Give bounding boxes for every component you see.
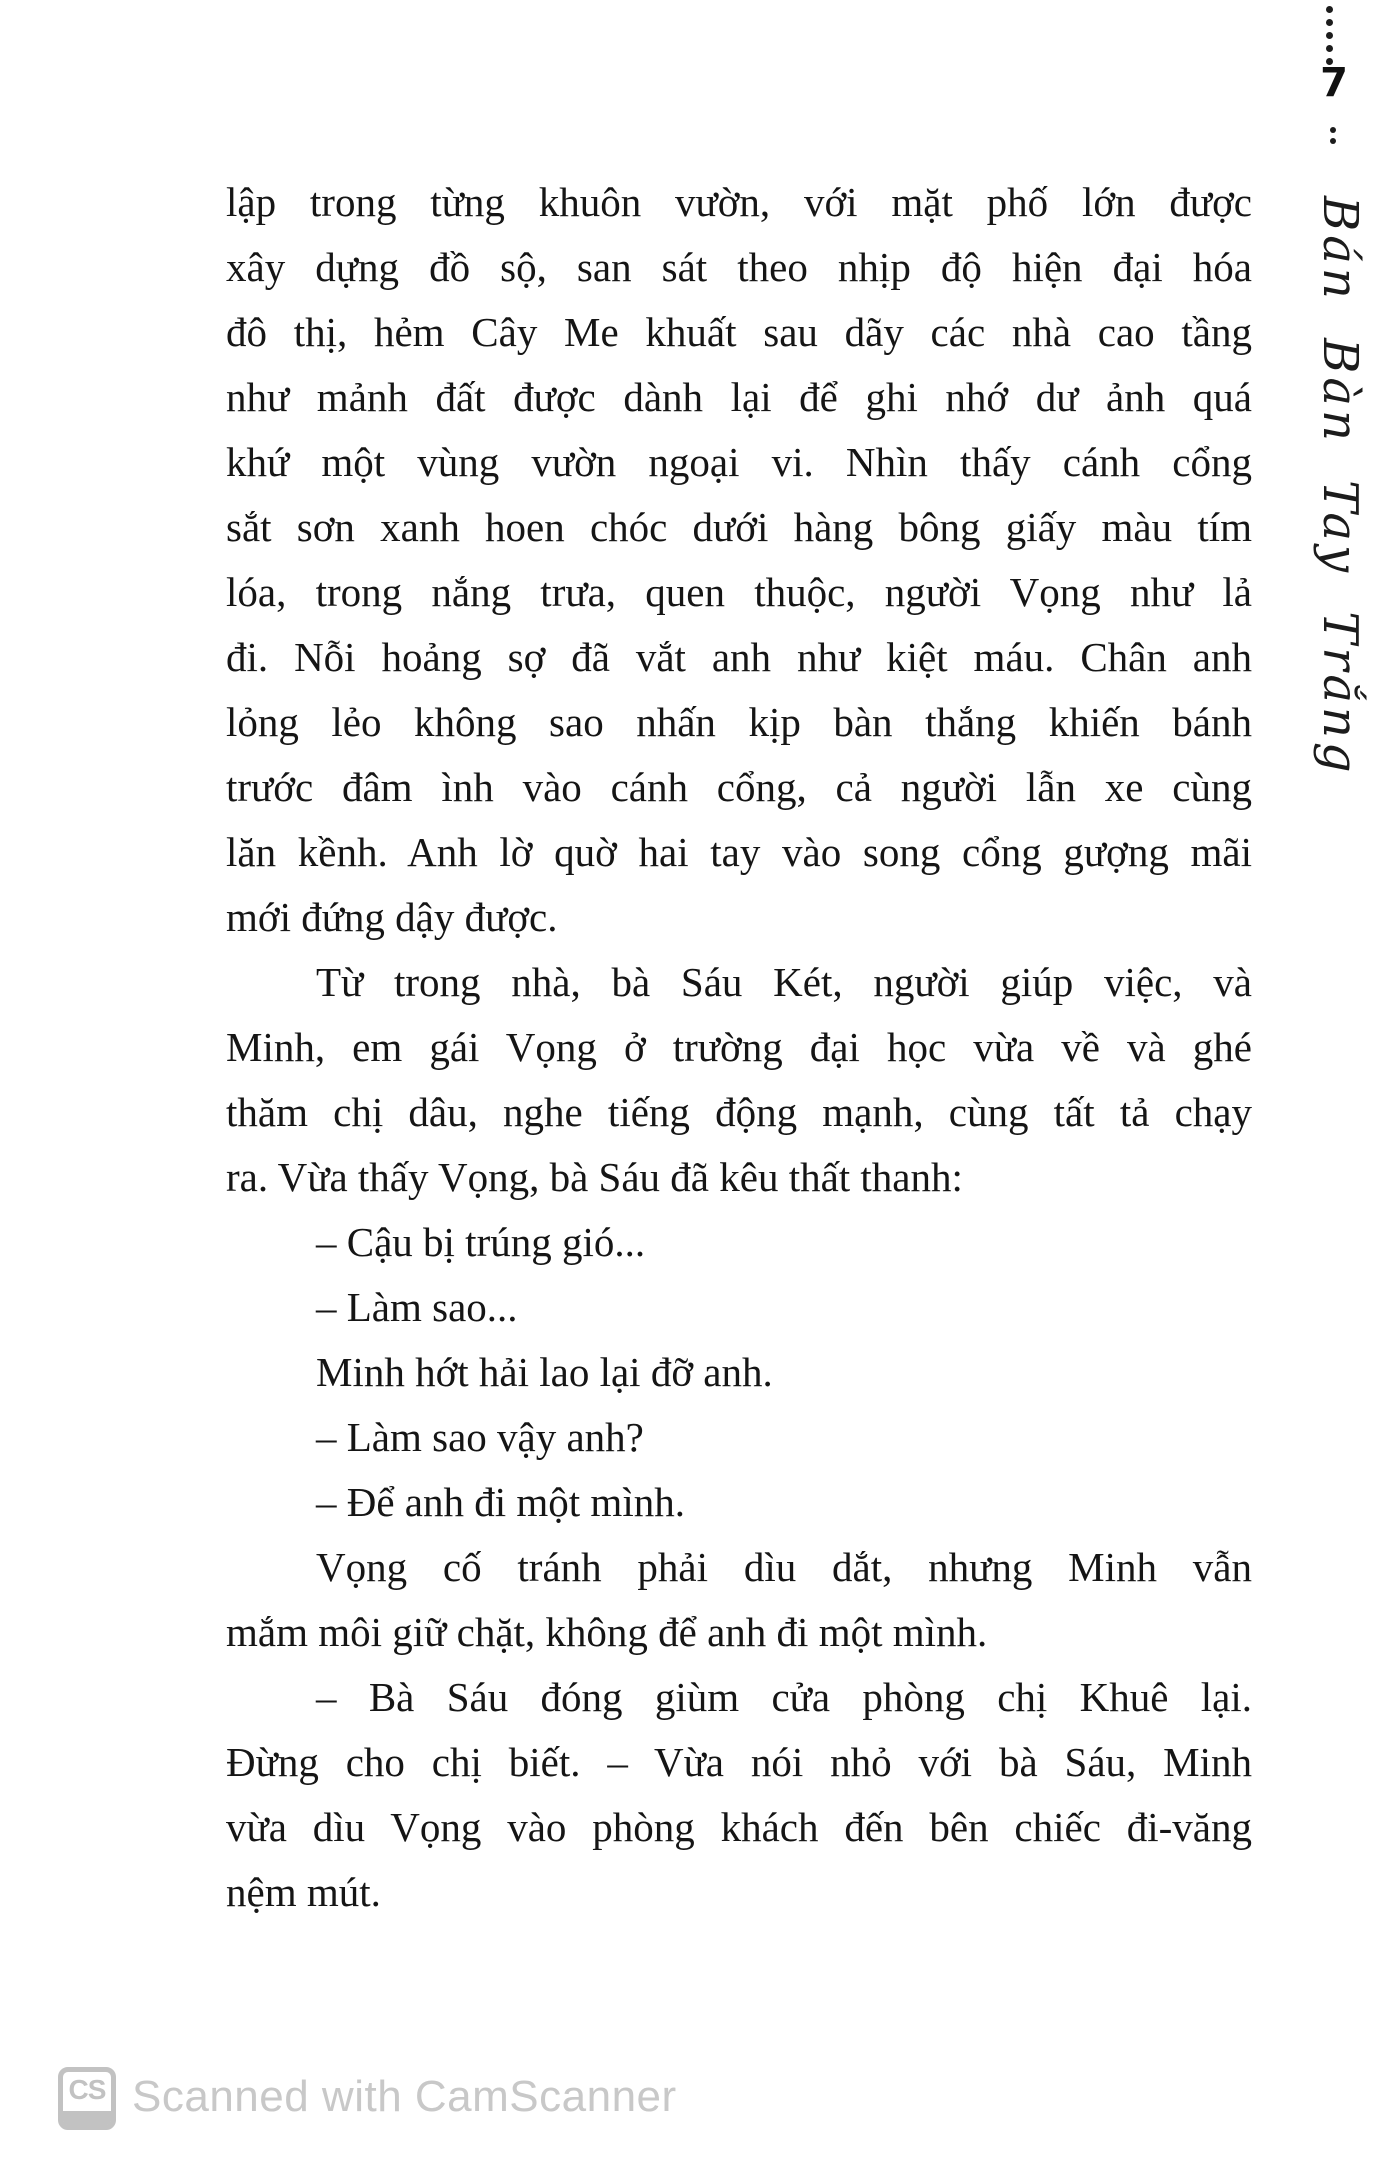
camscanner-logo-icon: [58, 2067, 116, 2130]
camscanner-logo-text: CS: [68, 2074, 106, 2105]
text-line: nệm mút.: [226, 1869, 381, 1915]
text-line: như mảnh đất được dành lại để ghi nhớ dư ảnh quá: [226, 374, 1252, 420]
dot-icon: [1326, 45, 1333, 52]
dot-icon: [1330, 138, 1336, 144]
text-line: thăm chị dâu, nghe tiếng động mạnh, cùng tất tả chạy: [226, 1089, 1252, 1135]
dot-icon: [1326, 6, 1333, 13]
text-line: vừa dìu Vọng vào phòng khách đến bên chiếc đi-văng: [226, 1804, 1252, 1850]
text-line: Minh, em gái Vọng ở trường đại học vừa về và ghé: [226, 1024, 1252, 1070]
page-text: [226, 170, 1252, 1925]
text-line: – Làm sao...: [316, 1284, 518, 1330]
text-line: lập trong từng khuôn vườn, với mặt phố lớn được: [226, 179, 1252, 225]
text-line: – Để anh đi một mình.: [316, 1479, 685, 1525]
text-line: Vọng cố tránh phải dìu dắt, nhưng Minh vẫn: [316, 1544, 1252, 1590]
text-line: Minh hớt hải lao lại đỡ anh.: [316, 1349, 773, 1395]
text-line: đi. Nỗi hoảng sợ đã vắt anh như kiệt máu. Chân anh: [226, 634, 1252, 680]
text-line: sắt sơn xanh hoen chóc dưới hàng bông giấy màu tím: [226, 504, 1252, 550]
text-line: đô thị, hẻm Cây Me khuất sau dãy các nhà cao tầng: [226, 309, 1252, 355]
text-line: mới đứng dậy được.: [226, 894, 558, 940]
dot-icon: [1326, 32, 1333, 39]
text-line: – Bà Sáu đóng giùm cửa phòng chị Khuê lại.: [316, 1674, 1252, 1720]
text-line: lăn kềnh. Anh lờ quờ hai tay vào song cổng gượng mãi: [226, 829, 1252, 875]
camscanner-logo-bar: [63, 2111, 111, 2125]
page-number: 7: [1320, 60, 1348, 106]
text-line: – Cậu bị trúng gió...: [316, 1219, 646, 1265]
text-line: khứ một vùng vườn ngoại vi. Nhìn thấy cánh cổng: [226, 439, 1252, 485]
margin-dots-top: [1326, 6, 1333, 65]
dot-icon: [1326, 19, 1333, 26]
running-title: Bán Bàn Tay Trắng: [1312, 196, 1368, 777]
text-line: lỏng lẻo không sao nhấn kịp bàn thắng khiến bánh: [226, 699, 1252, 745]
text-line: ra. Vừa thấy Vọng, bà Sáu đã kêu thất thanh:: [226, 1154, 963, 1200]
text-line: trước đâm ình vào cánh cổng, cả người lẫn xe cùng: [226, 764, 1252, 810]
text-line: mắm môi giữ chặt, không để anh đi một mình.: [226, 1609, 988, 1655]
dot-icon: [1330, 127, 1336, 133]
camscanner-label: Scanned with CamScanner: [132, 2072, 677, 2121]
text-line: – Làm sao vậy anh?: [316, 1414, 644, 1460]
text-line: xây dựng đồ sộ, san sát theo nhịp độ hiện đại hóa: [226, 244, 1252, 290]
margin-dots-mid: [1330, 127, 1336, 144]
text-line: Từ trong nhà, bà Sáu Két, người giúp việc, và: [316, 959, 1252, 1005]
text-line: lóa, trong nắng trưa, quen thuộc, người Vọng như lả: [226, 569, 1252, 615]
text-line: Đừng cho chị biết. – Vừa nói nhỏ với bà Sáu, Minh: [226, 1739, 1252, 1785]
